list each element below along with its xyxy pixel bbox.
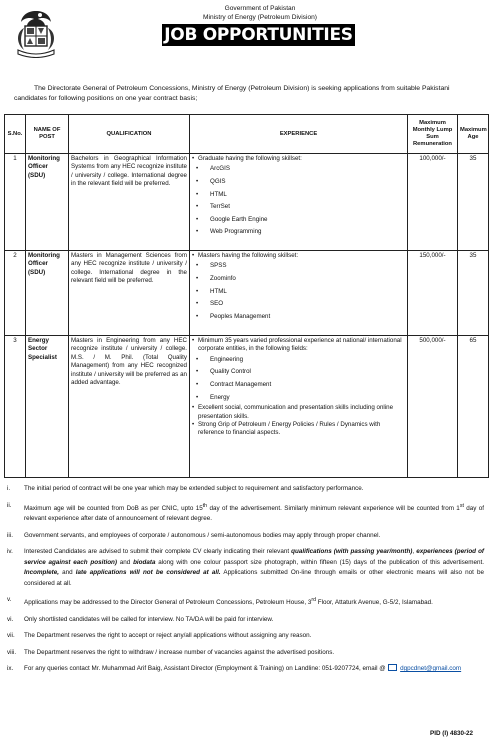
term-number: iv. (7, 548, 13, 556)
term-text: Applications submitted On-line through emails or other electronic means will also not be considered at all. (24, 569, 484, 587)
table-row (5, 154, 489, 251)
list-item (4, 648, 484, 659)
header-qualification: QUALIFICATION (69, 115, 190, 154)
cell-experience (190, 154, 408, 251)
cell-experience (190, 336, 408, 478)
list-item (4, 484, 484, 495)
term-number: v. (7, 596, 12, 604)
pid-number: PID (I) 4830-22 (430, 730, 474, 737)
cell-post: Energy Sector Specialist (26, 336, 69, 478)
list-item (4, 595, 484, 609)
list-item (4, 615, 484, 626)
header-age: Maximum Age (458, 115, 489, 154)
list-item (4, 501, 484, 525)
experience-extra: • Excellent social, communication and presentation skills including online presentation skills. (192, 404, 405, 421)
cell-remuneration: 500,000/- (408, 336, 458, 478)
cell-sno: 2 (5, 251, 26, 336)
term-text: Interested Candidates are advised to submit their complete CV clearly indicating their relevant (24, 548, 292, 556)
list-item (4, 664, 484, 675)
list-item: • SPSS (210, 260, 405, 273)
term-number: iii. (7, 531, 13, 539)
cell-age: 65 (458, 336, 489, 478)
cell-qualification: Masters in Engineering from any HEC recognize institute / university / college. M.S. / M. Phil. (Total Quality Management) from any HEC recognized institute / university will be preferred as an added advantage. (69, 336, 190, 478)
cell-experience (190, 251, 408, 336)
list-item: • Energy (210, 392, 405, 405)
term-text: For any queries contact Mr. Muhammad Arif Baig, Assistant Director (Employment & Training) on Landline: 051-9207724, email @ (24, 665, 386, 673)
term-text: Floor, Attaturk Avenue, G-5/2, Islamabad. (316, 599, 433, 607)
term-number: ix. (7, 665, 14, 673)
term-number: vii. (7, 632, 15, 640)
positions-table (4, 114, 489, 478)
term-number: viii. (7, 648, 17, 656)
list-item: • ArcGIS (210, 163, 405, 176)
term-text: and (59, 569, 76, 577)
list-item: • Engineering (210, 354, 405, 367)
header-remuneration: Maximum Monthly Lump Sum Remuneration (408, 115, 458, 154)
term-text: , (412, 548, 417, 556)
header-sno: S.No. (5, 115, 26, 154)
list-item: • TerrSet (210, 201, 405, 214)
term-number: i. (7, 485, 11, 492)
intro-paragraph: The Directorate General of Petroleum Concessions, Ministry of Energy (Petroleum Division) is seeking applications from suitable Pakistani candidates for following positions on one year contract basis; (14, 85, 450, 102)
cell-remuneration: 150,000/- (408, 251, 458, 336)
list-item: • Web Programming (210, 226, 405, 239)
table-row (5, 336, 489, 478)
table-row (5, 251, 489, 336)
list-item: • Quality Control (210, 366, 405, 379)
term-text: day of relevant experience after date of announcement of relevant degree. (24, 504, 484, 523)
experience-extra: • Strong Grip of Petroleum / Energy Policies / Rules / Dynamics with reference to financial aspects. (192, 421, 405, 438)
experience-intro: • Graduate having the following skillset: (192, 155, 405, 163)
org-line-1: Government of Pakistan (224, 5, 296, 12)
term-text: Government servants, and employees of corporate / autonomous / semi-autonomous bodies may apply through proper channel. (24, 531, 381, 539)
cell-sno: 1 (5, 154, 26, 251)
list-item (4, 531, 484, 542)
header-experience: EXPERIENCE (190, 115, 408, 154)
term-text: Maximum age will be counted from DoB as per CNIC, upto 15 (24, 504, 203, 512)
term-text: day of the advertisement. Similarly minimum relevant experience will be counted from 1 (207, 504, 460, 512)
superscript: st (459, 502, 464, 509)
cell-qualification: Bachelors in Geographical Information Systems from any HEC recognize institute / university / college. International degree in the relevant field will be preferred. (69, 154, 190, 251)
header-post: NAME OF POST (26, 115, 69, 154)
emphasis-text: biodata (133, 558, 156, 566)
experience-intro: • Masters having the following skillset: (192, 252, 405, 260)
skill-list (192, 354, 405, 404)
term-text: The initial period of contract will be one year which may be extended subject to requirement and satisfactory performance. (24, 485, 364, 492)
term-number: vi. (7, 615, 14, 623)
cell-qualification: Masters in Management Sciences from any HEC recognize institute / university / college. International degree in the relevant field will be preferred. (69, 251, 190, 336)
term-number: ii. (7, 501, 12, 509)
list-item: • SEO (210, 298, 405, 311)
superscript: rd (311, 597, 317, 604)
emphasis-text: experiences (period of service against each position) (24, 548, 485, 566)
term-text: The Department reserves the right to withdraw / increase number of vacancies against the advertised positions. (24, 648, 335, 656)
job-opportunities-banner: JOB OPPORTUNITIES (162, 24, 355, 46)
emphasis-text: qualifications (with passing year/month) (291, 548, 413, 556)
cell-age: 35 (458, 154, 489, 251)
email-link[interactable]: dgpcdnet@gmail.com (400, 665, 462, 673)
superscript: th (202, 502, 208, 509)
list-item: • HTML (210, 189, 405, 202)
term-text: Only shortlisted candidates will be called for interview. No TA/DA will be paid for interview. (24, 615, 274, 623)
list-item: • Contract Management (210, 379, 405, 392)
cell-post: Monitoring Officer (SDU) (26, 251, 69, 336)
list-item (4, 547, 484, 589)
term-text: Applications may be addressed to the Director General of Petroleum Concessions, Petroleum House, 3 (24, 599, 312, 607)
list-item: • Zoominfo (210, 273, 405, 286)
table-header-row (5, 115, 489, 154)
list-item: • QGIS (210, 176, 405, 189)
list-item: • Google Earth Engine (210, 214, 405, 227)
experience-intro: • Minimum 35 years varied professional experience at national/ international corporate entities, in the following fields: (192, 337, 405, 354)
org-line-2: Ministry of Energy (Petroleum Division) (203, 14, 317, 21)
list-item (4, 631, 484, 642)
term-text: along with one colour passport size photograph, within fifteen (15) days of the publication of this advertisement. (155, 558, 485, 566)
cell-remuneration: 100,000/- (408, 154, 458, 251)
government-emblem-icon (10, 6, 62, 58)
skill-list (192, 260, 405, 323)
terms-list (4, 484, 484, 681)
term-text: The Department reserves the right to accept or reject any/all applications without assigning any reason. (24, 632, 312, 640)
email-icon (388, 664, 397, 671)
term-text: and (117, 558, 134, 566)
list-item: • HTML (210, 286, 405, 299)
list-item: • Peoples Management (210, 311, 405, 324)
cell-sno: 3 (5, 336, 26, 478)
emphasis-text: Incomplete, (24, 569, 59, 577)
cell-post: Monitoring Officer (SDU) (26, 154, 69, 251)
skill-list (192, 163, 405, 239)
cell-age: 35 (458, 251, 489, 336)
organization-name (180, 4, 340, 22)
emphasis-text: late applications will not be considered at all. (75, 569, 221, 577)
